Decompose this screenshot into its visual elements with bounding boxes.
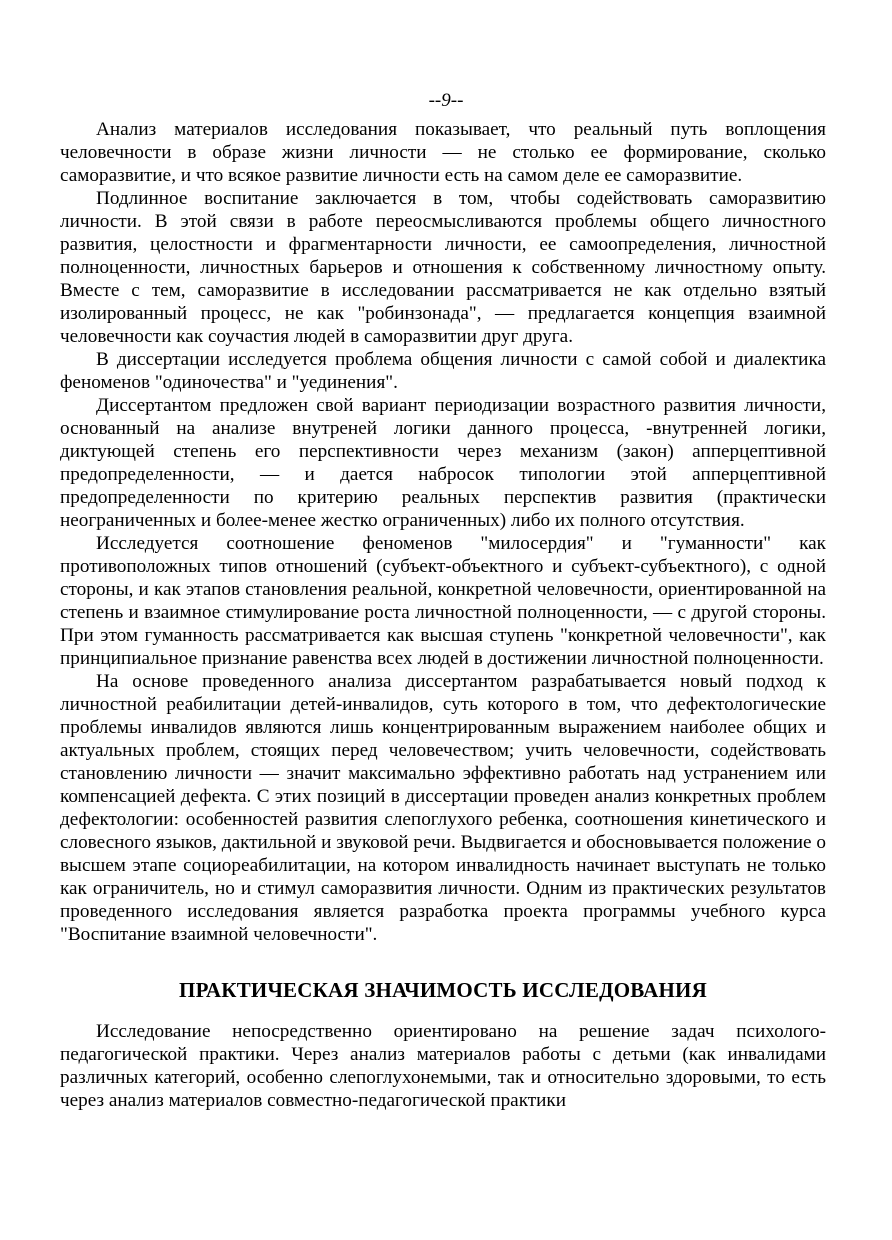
paragraph: Исследуется соотношение феноменов "милосердия" и "гуманности" как противоположных типов отношений (субъект-объектного и субъект-субъектного), с одной стороны, и как этапов становления реальной, конкретной человечности, ориентированной на степень и взаимное стимулирование роста личностной полноценности, — с другой стороны. При этом гуманность рассматривается как высшая ступень "конкретной человечности", как принципиальное признание равенства всех людей в достижении личностной полноценности. — [60, 533, 826, 669]
paragraph: Анализ материалов исследования показывает, что реальный путь воплощения человечности в образе жизни личности — не столько ее формирование, сколько саморазвитие, и что всякое развитие личности есть на самом деле ее саморазвитие. — [60, 119, 826, 186]
paragraph: Исследование непосредственно ориентировано на решение задач психолого-педагогической практики. Через анализ материалов работы с детьми (как инвалидами различных категорий, особенно слепоглухонемыми, так и относительно здоровыми, то есть через анализ материалов совместно-педагогической практики — [60, 1021, 826, 1111]
section-heading: ПРАКТИЧЕСКАЯ ЗНАЧИМОСТЬ ИССЛЕДОВАНИЯ — [179, 978, 707, 1002]
paragraph: Диссертантом предложен свой вариант периодизации возрастного развития личности, основанный на анализе внутреней логики данного процесса, -внутренней логики, диктующей степень его перспективности через механизм (закон) апперцептивной предопределенности, — и дается набросок типологии этой апперцептивной предопределенности по критерию реальных перспектив развития (практически неограниченных и более-менее жестко ограниченных) либо их полного отсутствия. — [60, 395, 826, 531]
paragraph: В диссертации исследуется проблема общения личности с самой собой и диалектика феноменов "одиночества" и "уединения". — [60, 349, 826, 393]
page-content — [60, 118, 826, 1112]
paragraph: На основе проведенного анализа диссертантом разрабатывается новый подход к личностной реабилитации детей-инвалидов, суть которого в том, что дефектологические проблемы инвалидов являются лишь концентрированным выражением наиболее общих и актуальных проблем, стоящих перед человечеством; учить человечности, содействовать становлению личности — значит максимально эффективно работать над устранением или компенсацией дефекта. С этих позиций в диссертации проведен анализ конкретных проблем дефектологии: особенностей развития слепоглухого ребенка, соотношения кинетического и словесного языков, дактильной и звуковой речи. Выдвигается и обосновывается положение о высшем этапе социореабилитации, на котором инвалидность начинает выступать не только как ограничитель, но и стимул саморазвития личности. Одним из практических результатов проведенного исследования является разработка проекта программы учебного курса "Воспитание взаимной человечности". — [60, 671, 826, 945]
page-number: --9-- — [428, 90, 464, 111]
paragraph: Подлинное воспитание заключается в том, чтобы содействовать саморазвитию личности. В этой связи в работе переосмысливаются проблемы общего личностного развития, целостности и фрагментарности личности, ее самоопределения, личностной полноценности, личностных барьеров и отношения к собственному личностному опыту. Вместе с тем, саморазвитие в исследовании рассматривается не как отдельно взятый изолированный процесс, не как "робинзонада", — предлагается концепция взаимной человечности как соучастия людей в саморазвитии друг друга. — [60, 188, 826, 347]
